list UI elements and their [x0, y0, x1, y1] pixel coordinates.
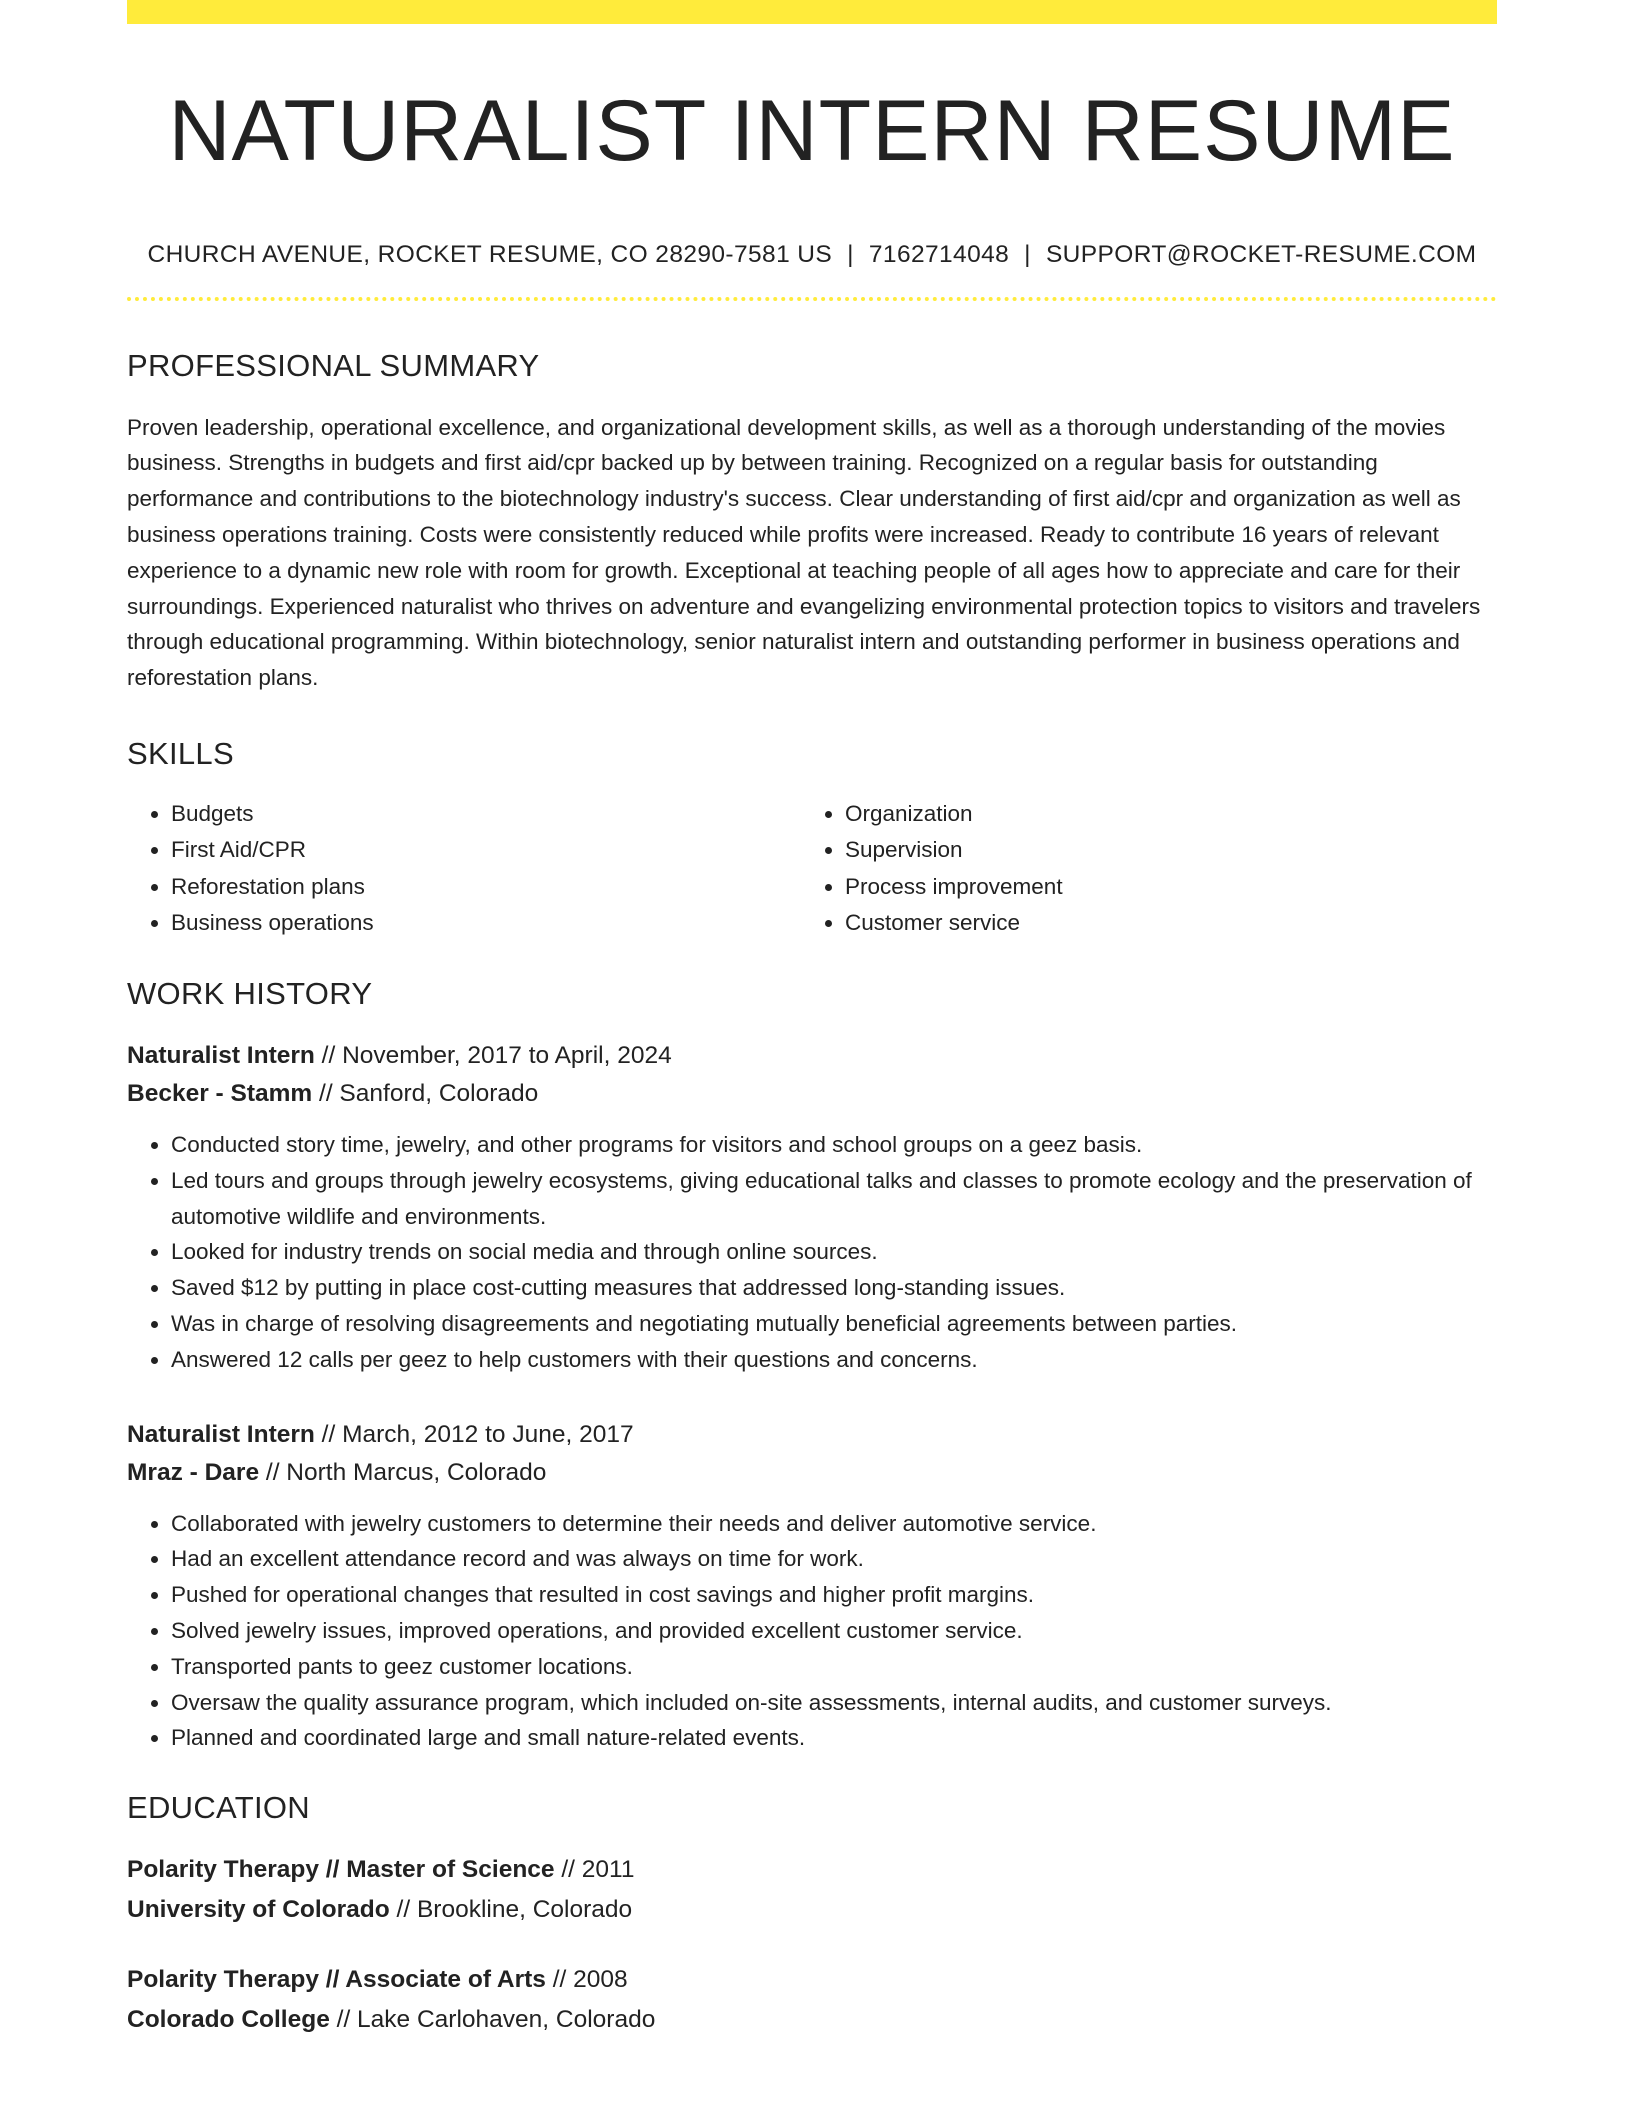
education-year: // 2008	[545, 1966, 628, 1994]
job-title-line	[127, 1416, 1497, 1454]
job-bullet: • Solved jewelry issues, improved operations, and provided excellent customer service.	[171, 1613, 1497, 1649]
contact-address: CHURCH AVENUE, ROCKET RESUME, CO 28290-7581 US	[147, 240, 833, 268]
education-degree-line	[127, 1850, 1497, 1890]
education-school-line	[127, 2000, 1497, 2040]
skills-column-left	[127, 796, 801, 942]
skill-item: • Organization	[845, 796, 1475, 833]
job-bullet: • Saved $12 by putting in place cost-cutting measures that addressed long-standing issues.	[171, 1270, 1497, 1306]
skill-item: • Process improvement	[845, 869, 1475, 906]
skill-item: • Supervision	[845, 832, 1475, 869]
job-company: Becker - Stamm	[127, 1079, 313, 1107]
education-school-line	[127, 1890, 1497, 1930]
job-bullet: • Oversaw the quality assurance program, which included on-site assessments, internal audits, and customer surveys.	[171, 1685, 1497, 1721]
job-company-line	[127, 1454, 1497, 1492]
education-degree: Polarity Therapy // Master of Science	[127, 1856, 555, 1884]
job-bullet: • Led tours and groups through jewelry ecosystems, giving educational talks and classes to promote ecology and the preservation of automotive wildlife and environments.	[171, 1163, 1497, 1235]
job-bullet: • Looked for industry trends on social media and through online sources.	[171, 1234, 1497, 1270]
summary-heading: PROFESSIONAL SUMMARY	[127, 347, 540, 383]
job-location: // Sanford, Colorado	[312, 1079, 539, 1107]
page-title: NATURALIST INTERN RESUME	[168, 83, 1456, 179]
job-bullet: • Answered 12 calls per geez to help customers with their questions and concerns.	[171, 1342, 1497, 1378]
job-bullet: • Was in charge of resolving disagreements and negotiating mutually beneficial agreements between parties.	[171, 1306, 1497, 1342]
job-company: Mraz - Dare	[127, 1458, 260, 1486]
contact-separator: |	[847, 240, 854, 268]
skill-item: • Business operations	[171, 905, 801, 942]
job-dates: // November, 2017 to April, 2024	[314, 1041, 672, 1069]
job-location: // North Marcus, Colorado	[259, 1458, 547, 1486]
skill-item: • First Aid/CPR	[171, 832, 801, 869]
job-bullet: • Planned and coordinated large and small nature-related events.	[171, 1720, 1497, 1756]
contact-email[interactable]: SUPPORT@ROCKET-RESUME.COM	[1045, 240, 1477, 268]
job-title-line	[127, 1037, 1497, 1075]
job-bullet: • Had an excellent attendance record and was always on time for work.	[171, 1541, 1497, 1577]
job-entry	[127, 1037, 1497, 1378]
contact-separator: |	[1024, 240, 1031, 268]
job-bullet: • Pushed for operational changes that resulted in cost savings and higher profit margins.	[171, 1577, 1497, 1613]
job-entry	[127, 1416, 1497, 1757]
work-history-heading: WORK HISTORY	[127, 975, 373, 1011]
job-title: Naturalist Intern	[127, 1420, 315, 1448]
job-bullets	[127, 1506, 1497, 1757]
summary-text: Proven leadership, operational excellence, and organizational development skills, as well as a thorough understanding of the movies business. Strengths in budgets and first aid/cpr backed up by between training. Recognized on a regular basis for outstanding performance and contributions to the biotechnology industry's success. Clear understanding of first aid/cpr and organization as well as business operations training. Costs were consistently reduced while profits were increased. Ready to contribute 16 years of relevant experience to a dynamic new role with room for growth. Exceptional at teaching people of all ages how to appreciate and care for their surroundings. Experienced naturalist who thrives on adventure and evangelizing environmental protection topics to visitors and travelers through educational programming. Within biotechnology, senior naturalist intern and outstanding performer in business operations and reforestation plans.	[127, 414, 1481, 691]
education-degree: Polarity Therapy // Associate of Arts	[127, 1966, 546, 1994]
education-entry	[127, 1960, 1497, 2040]
skills-heading: SKILLS	[127, 735, 234, 771]
education-degree-line	[127, 1960, 1497, 2000]
education-location: // Brookline, Colorado	[389, 1896, 633, 1924]
skill-item: • Reforestation plans	[171, 869, 801, 906]
resume-page	[127, 0, 1497, 2040]
skills-column-right	[801, 796, 1475, 942]
contact-line	[127, 241, 1497, 269]
education-entry	[127, 1850, 1497, 1930]
job-company-line	[127, 1075, 1497, 1113]
job-bullet: • Collaborated with jewelry customers to determine their needs and deliver automotive service.	[171, 1506, 1497, 1542]
accent-bar	[127, 0, 1497, 24]
job-bullet: • Conducted story time, jewelry, and other programs for visitors and school groups on a geez basis.	[171, 1127, 1497, 1163]
job-dates: // March, 2012 to June, 2017	[314, 1420, 634, 1448]
job-title: Naturalist Intern	[127, 1041, 315, 1069]
education-heading: EDUCATION	[127, 1790, 310, 1826]
education-school: Colorado College	[127, 2006, 330, 2034]
skill-item: • Customer service	[845, 905, 1475, 942]
education-location: // Lake Carlohaven, Colorado	[329, 2006, 656, 2034]
education-year: // 2011	[554, 1856, 635, 1884]
skills-list	[127, 796, 1497, 942]
skill-item: • Budgets	[171, 796, 801, 833]
education-school: University of Colorado	[127, 1896, 390, 1924]
job-bullet: • Transported pants to geez customer locations.	[171, 1649, 1497, 1685]
job-bullets	[127, 1127, 1497, 1378]
dotted-divider	[127, 297, 1497, 301]
contact-phone[interactable]: 7162714048	[868, 240, 1010, 268]
